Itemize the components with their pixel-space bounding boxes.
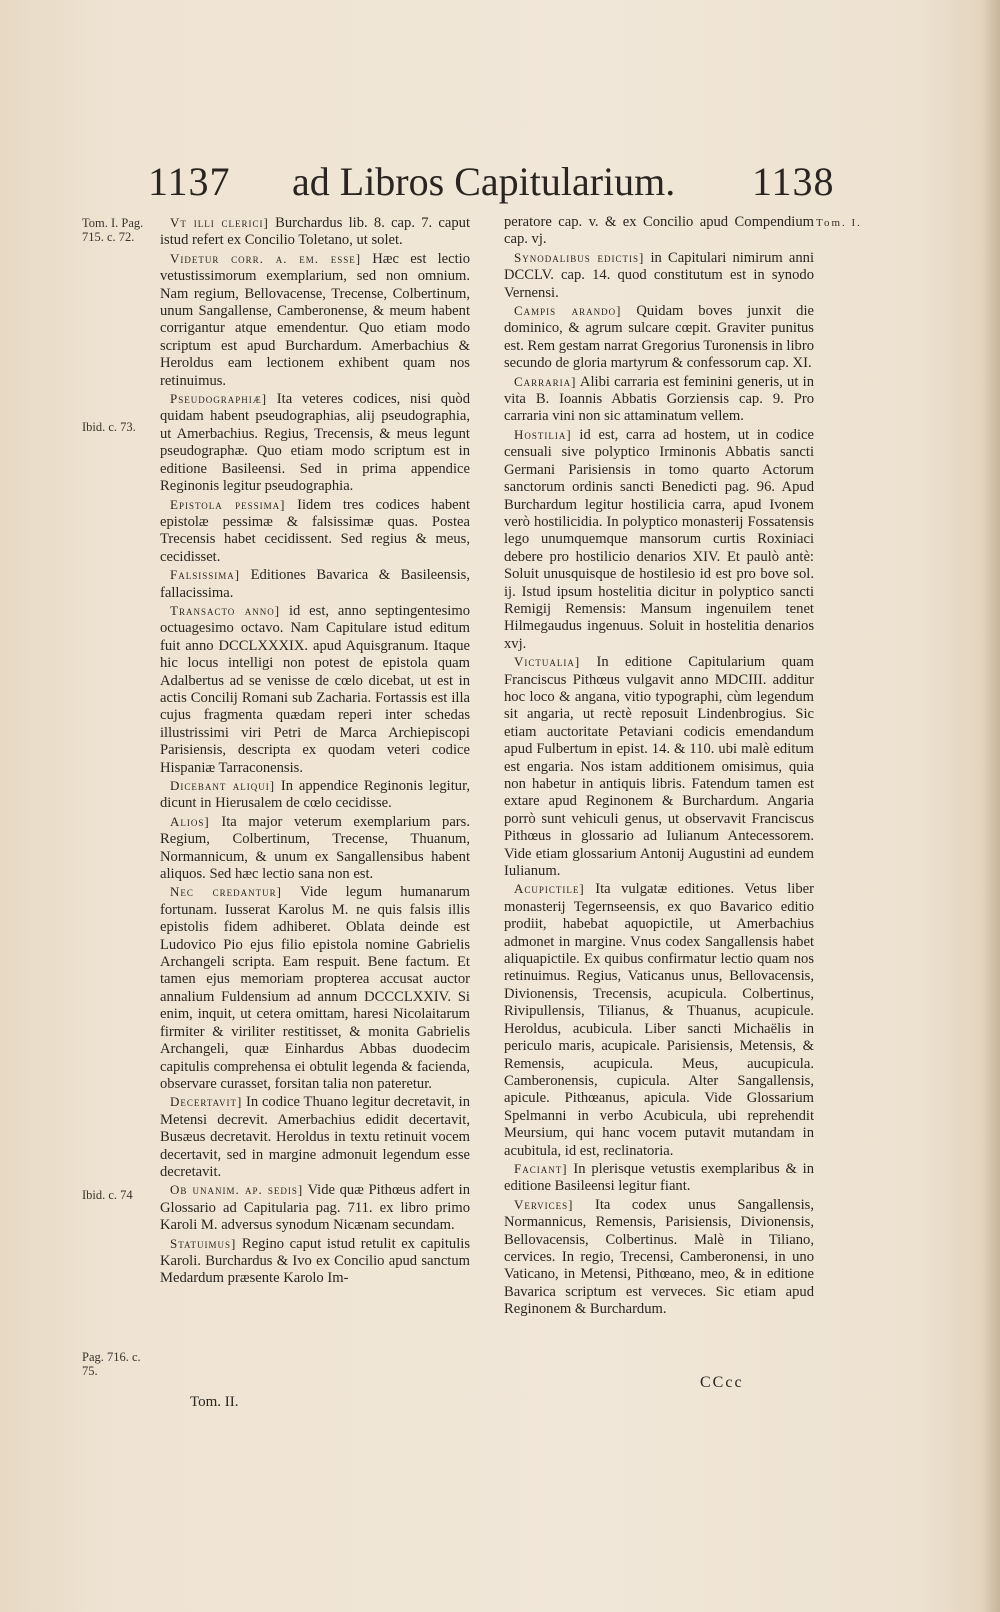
note-lemma: Decertavit] [170,1094,243,1110]
signature-mark: CCcc [700,1374,744,1391]
note-text: Ita vulgatæ editiones. Vetus liber monasterij Tegernseensis, ex quo Bavarico editio prodiit, habebat aquopictile, ut Amerbachius admonet in margine. Vnus codex Sangallensis habet aliquapictile. Ex quibus confirmatur lectio quam nos retinuimus. Regius, Vaticanus unus, Bellovacensis, Divionensis, Trecensis, acupicula. Colbertinus, Rivipullensis, Tilianus, & Thuanus, acupicule. Heroldus, acubicula. Liber sancti Michaëlis in periculo maris, acupicale. Parisiensis, Metensis, & Remensis, acupicula. Meus, aucupicula. Camberonensis, cupicula. Alter Sangallensis, apicule. Pithœanus, apicula. Vide Glossarium Spelmanni in verbo Acubicula, ubi reprehendit Meursium, qui hanc vocem putavit mutandam in acubitula, id est, reclinatoria. [504,881,814,1159]
note-text: In plerisque vetustis exemplaribus & in editione Basileensi legitur fiant. [504,1160,814,1195]
note-text: Regino caput istud retulit ex capitulis Karoli. Burchardus & Ivo ex Concilio apud sanctum Medardum præsente Karolo Im- [160,1235,470,1287]
note-lemma: Nec credantur] [170,884,283,900]
note-lemma: Epistola pessima] [170,496,286,512]
margin-note-pag-716: Pag. 716. c. 75. [82,1350,141,1378]
note-paragraph [160,777,470,813]
note-text: peratore cap. v. & ex Concilio apud Compendium cap. vj. [504,214,814,248]
note-text: Burchardus lib. 8. cap. 7. caput istud refert ex Concilio Toletano, ut solet. [160,215,470,249]
note-lemma: Vervices] [514,1196,574,1212]
note-paragraph [160,496,470,567]
note-lemma: Synodalibus edictis] [514,249,645,265]
page-number-left: 1137 [148,159,231,204]
note-paragraph [504,1196,814,1319]
note-paragraph [160,813,470,884]
note-paragraph [160,250,470,390]
note-paragraph [160,214,470,250]
note-paragraph [160,1181,470,1234]
note-text: Ita codex unus Sangallensis, Normannicus, Remensis, Parisiensis, Divionensis, Bellovacensis, Colbertinus. Malè in Tiliano, cervices. In regio, Trecensi, Camberonensi, in uno Vaticano, in Metensi, Pithœano, meo, & in editione Bavarica scriptum est verveces. Sic etiam apud Reginonem & Burchardum. [504,1196,814,1318]
note-text: Editiones Bavarica & Basileensis, fallacissima. [160,567,470,601]
footer-tom: Tom. II. [190,1394,239,1410]
note-text: Quidam boves junxit die dominico, & agrum sulcare cœpit. Graviter punitus est. Rem gestam narrat Gregorius Turonensis in libro secundo de gloria martyrum & confessorum cap. XI. [504,303,814,372]
page-number-right: 1138 [752,159,835,204]
note-text: Ita veteres codices, nisi quòd quidam habent pseudographias, alij pseudographia, ut Amerbachius. Regius, Trecensis, & meus legunt pseudographæ. Quo etiam modo scriptum est in editione Basileensi. Sed in prima appendice Reginonis legitur pseudographia. [160,391,470,495]
note-lemma: Pseudographiæ] [170,391,268,407]
note-text: id est, anno septingentesimo octuagesimo octavo. Nam Capitulare istud editum fuit anno DCCLXXXIX. apud Aquisgranum. Itaque hic locus intelligi non potest de epistola quam Adalbertus ad se venisse de cœlo dicebat, ut est in actis Concilij Romani sub Zacharia. Fortassis est illa cujus fragmenta quædam reperi inter schedas illustrissimi viri Petri de Marca Archiepiscopi Parisiensis, descripta ex quodam veteri codice Hispaniæ Tarraconensis. [160,602,470,776]
page-edge-shadow [982,0,1000,1612]
note-lemma: Videtur corr. a. em. esse] [170,250,362,266]
note-text: id est, carra ad hostem, ut in codice censuali sive polyptico Irminonis Abbatis sancti Germani Parisiensis in tomo quarto Actorum sanctorum ordinis sancti Benedicti pag. 96. Apud Burchardum legitur hostilicia carra, apud Ivonem verò hostilicidia. In polyptico monasterij Fossatensis lego unumquemque mansorum curtis Roxiniaci debere pro hostilicio denarios XIV. Et paulò antè: Soluit unusquisque de hostilesio id est pro bove sol. ij. Istud ipsum hostelitia dicitur in polyptico sancti Remigij Remensis: Mansum ingenuilem tenet Hilmegaudus ingenuus. Soluit in hostelitia denarios xvj. [504,426,814,652]
note-paragraph [504,426,814,653]
note-lemma: Alios] [170,813,210,829]
note-lemma: Vt illi clerici] [170,215,269,230]
margin-note-right-tom: Tom. I. [816,217,862,229]
note-lemma: Hostilia] [514,426,572,442]
note-lemma: Dicebant aliqui] [170,778,276,793]
note-paragraph [504,302,814,373]
note-paragraph [504,249,814,302]
note-paragraph [160,883,470,1093]
note-lemma: Acupictile] [514,881,585,897]
note-text: In editione Capitularium quam Franciscus Pithœus vulgavit anno MDCIII. additur hoc loco & angana, vitio typographi, cùm legendum sit angaria, ut rectè reposuit Lindenbrogius. Sic etiam auctoritate Petaviani codicis emendandum apud Fulbertum in epist. 14. & 110. ubi malè editum est engaria. Nos istam additionem omisimus, quia non habetur in antiquis libris. Fatendum tamen est extare apud Reginonem & Burchardum. Angaria porrò sunt vehiculi genus, ut observavit Franciscus Pithœus in glossario ad Iulianum Antecessorem. Vide etiam glossarium Antonij Augustini ad eundem Iulianum. [504,654,814,880]
left-text-column [160,214,470,1288]
page-header [0,158,1000,208]
note-paragraph [504,880,814,1160]
note-paragraph [160,566,470,602]
note-text: Hæc est lectio vetustissimorum exemplarium, sed non omnium. Nam regium, Bellovacense, Trecense, Colbertinum, unum Sangallense, Camberonense, & meum habent corrigantur atque emendentur. Quo etiam modo scriptum est apud Burchardum. Amerbachius & Heroldus eam lectionem exhibent quam nos retinuimus. [160,250,470,389]
note-paragraph [160,1093,470,1181]
note-text: Alibi carraria est feminini generis, ut in vita B. Ioannis Abbatis Gorziensis cap. 9. Pro carraria vini non sic attaminatum vellem. [504,373,814,425]
note-paragraph [504,214,814,249]
note-lemma: Carraria] [514,373,577,389]
note-paragraph [160,602,470,777]
note-paragraph [160,1235,470,1288]
note-paragraph [504,653,814,880]
note-lemma: Statuimus] [170,1235,237,1251]
note-text: Vide quæ Pithœus adfert in Glossario ad Capitularia pag. 711. ex libro primo Karoli M. adversus synodum Nicænam secundam. [160,1182,470,1234]
note-lemma: Falsissima] [170,567,241,583]
note-text: Iidem tres codices habent epistolæ pessimæ & falsissimæ quas. Postea Trecensis habet cecidissent. Sed regius & meus, cecidisset. [160,496,471,565]
note-lemma: Faciant] [514,1160,568,1176]
margin-note-tom-pag: Tom. I. Pag. 715. c. 72. [82,216,144,244]
note-paragraph [160,390,470,495]
running-title: ad Libros Capitularium. [292,159,676,204]
note-lemma: Transacto anno] [170,602,281,618]
note-paragraph [504,1160,814,1196]
margin-note-ibid-74: Ibid. c. 74 [82,1188,133,1202]
note-paragraph [504,373,814,426]
note-text: In codice Thuano legitur decretavit, in Metensi decrevit. Amerbachius edidit decertavit, Busæus decretavit. Heroldus in textu retinuit vocem decertavit, sed in margine admonuit legendum esse decretavit. [160,1094,470,1180]
note-lemma: Ob unanim. ap. sedis] [170,1182,304,1198]
margin-note-ibid-73: Ibid. c. 73. [82,420,136,434]
right-text-column [504,214,814,1319]
note-lemma: Campis arando] [514,303,622,319]
note-text: In appendice Reginonis legitur, dicunt in Hierusalem de cœlo cecidisse. [160,778,470,812]
note-text: Ita major veterum exemplarium pars. Regium, Colbertinum, Trecense, Thuanum, Normannicum, & unum ex Sangallensibus habent aliquos. Sed hæc lectio sana non est. [160,813,470,883]
note-text: Vide legum humanarum fortunam. Iusserat Karolus M. ne quis falsis illis epistolis fidem adhiberet. Oblata deinde est Ludovico Pio ejus filio epistola nomine Gabrielis Archangeli scripta. Eam respuit. Bene factum. Et tamen ejus memoriam propterea accusat auctor annalium Fuldensium ad annum DCCCLXXIV. Si enim, inquit, ut cetera omittam, haresi Nicolaitarum firmiter & viriliter restitisset, & monita Gabrielis Archangeli, quæ Einhardus Abbas duodecim capitulis comprehensa ei obtulit legenda & facienda, observare curasset, forsitan talia non pateretur. [160,884,470,1092]
note-text: in Capitulari nimirum anni DCCLV. cap. 14. quod constitutum est in synodo Vernensi. [504,249,814,301]
note-lemma: Victualia] [514,654,581,670]
